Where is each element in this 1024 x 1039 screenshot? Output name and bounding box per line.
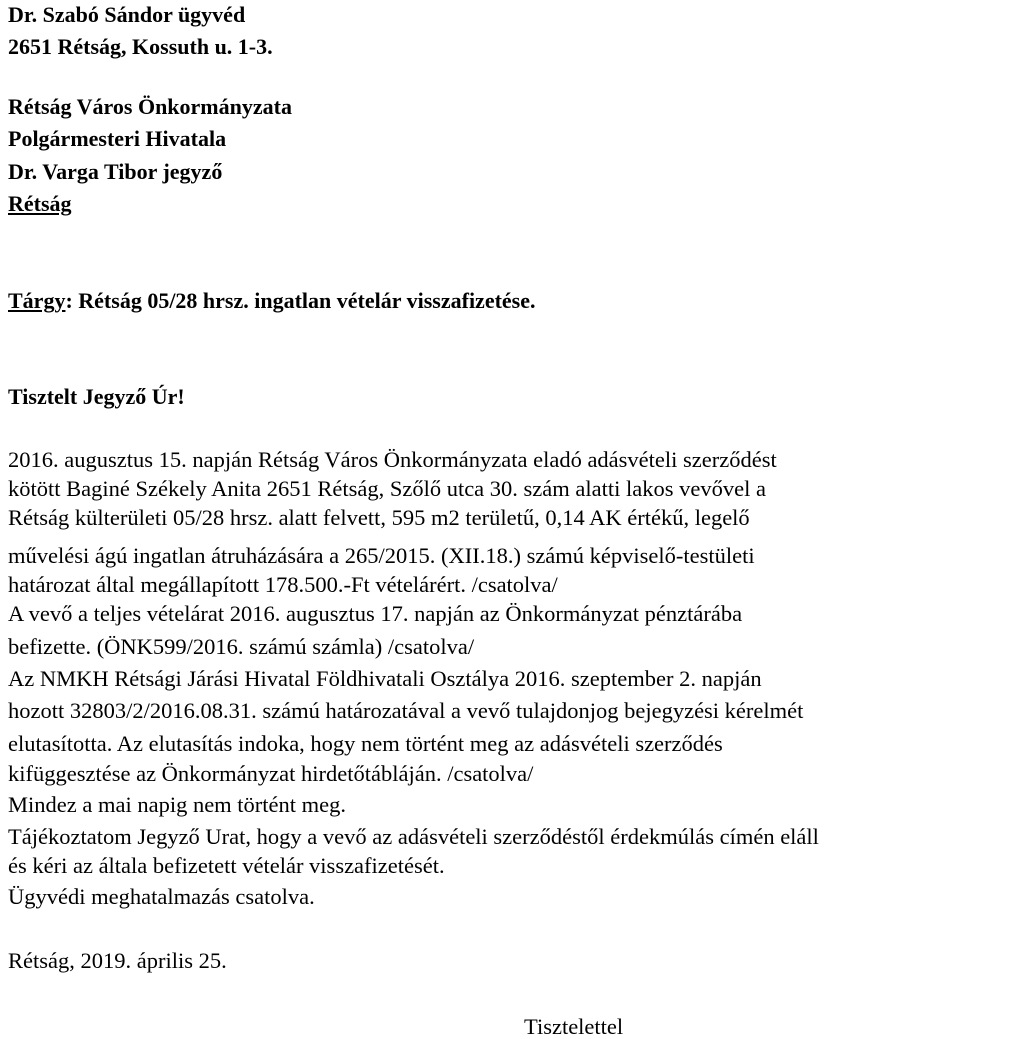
body-line: Rétság külterületi 05/28 hrsz. alatt felvett, 595 m2 területű, 0,14 AK értékű, legelő [8,505,750,530]
body-line: határozat által megállapított 178.500.-Ft vételárért. /csatolva/ [8,572,558,597]
subject-label: Tárgy [8,288,66,313]
body-line: és kéri az általa befizetett vételár visszafizetését. [8,853,445,878]
body-line: elutasította. Az elutasítás indoka, hogy nem történt meg az adásvételi szerződés [8,731,723,756]
recipient-city: Rétság [8,191,72,216]
sender-address: 2651 Rétság, Kossuth u. 1-3. [8,34,273,59]
body-line: befizette. (ÖNK599/2016. számú számla) /csatolva/ [8,634,475,659]
body-line: kifüggesztése az Önkormányzat hirdetőtábláján. /csatolva/ [8,761,534,786]
body-line: hozott 32803/2/2016.08.31. számú határozatával a vevő tulajdonjog bejegyzési kérelmét [8,698,804,723]
body-line: Mindez a mai napig nem történt meg. [8,792,347,817]
body-line: Ügyvédi meghatalmazás csatolva. [8,884,315,909]
body-line: művelési ágú ingatlan átruházására a 265/2015. (XII.18.) számú képviselő-testületi [8,543,755,568]
recipient-line: Polgármesteri Hivatala [8,126,227,151]
body-line: Az NMKH Rétsági Járási Hivatal Földhivatali Osztálya 2016. szeptember 2. napján [8,666,762,691]
body-line: kötött Baginé Székely Anita 2651 Rétság, Szőlő utca 30. szám alatti lakos vevővel a [8,476,766,501]
place-date: Rétság, 2019. április 25. [8,948,227,973]
body-line: 2016. augusztus 15. napján Rétság Város Önkormányzata eladó adásvételi szerződést [8,447,777,472]
sender-name: Dr. Szabó Sándor ügyvéd [8,2,246,27]
closing: Tisztelettel [524,1014,624,1039]
salutation: Tisztelt Jegyző Úr! [8,384,185,409]
recipient-line: Dr. Varga Tibor jegyző [8,159,223,184]
subject-line [8,290,536,312]
subject-text: : Rétság 05/28 hrsz. ingatlan vételár visszafizetése. [65,288,536,313]
recipient-line: Rétság Város Önkormányzata [8,94,292,119]
body-line: A vevő a teljes vételárat 2016. augusztus 17. napján az Önkormányzat pénztárába [8,601,743,626]
body-line: Tájékoztatom Jegyző Urat, hogy a vevő az adásvételi szerződéstől érdekmúlás címén eláll [8,824,819,849]
